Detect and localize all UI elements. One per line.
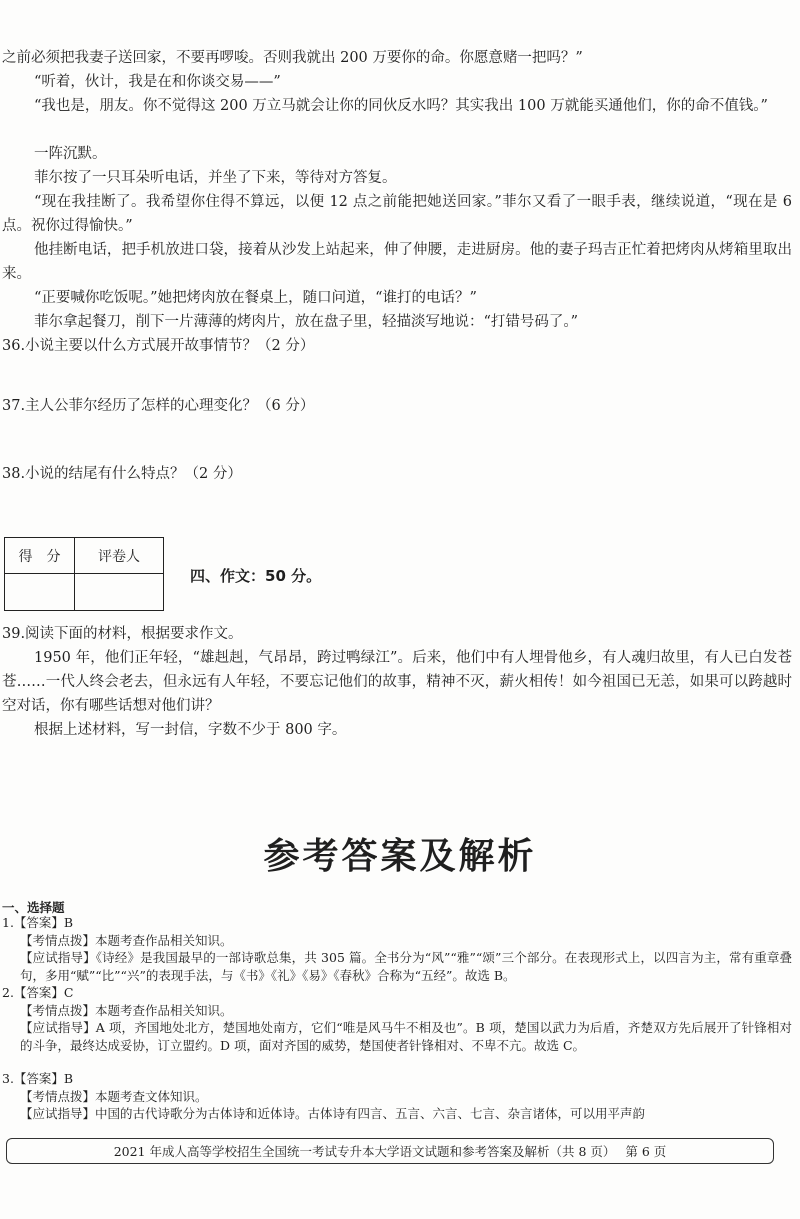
reviewer-label: 评卷人: [75, 538, 163, 574]
answer-heading: 参考答案及解析: [263, 836, 537, 877]
score-table: [4, 537, 164, 611]
score-label: 得 分: [5, 538, 75, 574]
answer-2-guide: 【应试指导】A 项，齐国地处北方，楚国地处南方，它们“唯是风马牛不相及也”。B 项，楚国以武力为后盾，齐楚双方先后展开了针锋相对的斗争，最终达成妥协，订立盟约。D 项，面对齐国的威势，楚国使者针锋相对、不卑不亢。故选 C。: [20, 1020, 792, 1053]
answer-1: [2, 914, 792, 984]
answer-3: [2, 1070, 792, 1123]
question-37: 37.主人公菲尔经历了怎样的心理变化？（6 分）: [2, 398, 315, 414]
story-paragraph-7: 他挂断电话，把手机放进口袋，接着从沙发上站起来，伸了伸腰，走进厨房。他的妻子玛吉正忙着把烤肉从烤箱里取出来。: [2, 242, 792, 282]
answer-2: [2, 984, 792, 1054]
question-39: 39.阅读下面的材料，根据要求作文。: [2, 626, 243, 642]
footer-text: 2021 年成人高等学校招生全国统一考试专升本大学语文试题和参考答案及解析（共 8 页）: [113, 1144, 616, 1159]
section-4-title: 四、作文：50 分。: [190, 567, 322, 585]
essay-material: 1950 年，他们正年轻，“雄赳赳，气昂昂，跨过鸭绿江”。后来，他们中有人埋骨他乡，有人魂归故里，有人已白发苍苍……一代人终会老去，但永远有人年轻，不要忘记他们的故事，精神不灭，薪火相传！如今祖国已无恙，如果可以跨越时空对话，你有哪些话想对他们讲？: [2, 650, 792, 714]
answer-section-title: 一、选择题: [2, 900, 65, 915]
question-36: 36.小说主要以什么方式展开故事情节？（2 分）: [2, 338, 315, 354]
answer-3-point: 【考情点拨】本题考查文体知识。: [20, 1088, 208, 1104]
answer-3-label: 3.【答案】B: [2, 1071, 74, 1086]
answer-1-label: 1.【答案】B: [2, 915, 74, 930]
footer-page-number: 第 6 页: [625, 1144, 667, 1159]
story-paragraph-4: 一阵沉默。: [34, 146, 107, 162]
answer-1-guide: 【应试指导】《诗经》是我国最早的一部诗歌总集，共 305 篇。全书分为“风”“雅”“颂”三个部分。在表现形式上，以四言为主，常有重章叠句，多用“赋”“比”“兴”的表现手法，与《书》《礼》《易》《春秋》合称为“五经”。故选 B。: [20, 950, 792, 983]
reviewer-cell: [75, 574, 163, 610]
score-cell: [5, 574, 75, 610]
essay-requirement: 根据上述材料，写一封信，字数不少于 800 字。: [34, 722, 347, 738]
story-paragraph-6: “现在我挂断了。我希望你住得不算远，以便 12 点之前能把她送回家。”菲尔又看了一眼手表，继续说道，“现在是 6 点。祝你过得愉快。”: [2, 194, 792, 234]
story-paragraph-5: 菲尔按了一只耳朵听电话，并坐了下来，等待对方答复。: [34, 170, 397, 186]
page-footer: [6, 1138, 774, 1164]
answer-1-point: 【考情点拨】本题考查作品相关知识。: [20, 932, 233, 948]
answer-2-point: 【考情点拨】本题考查作品相关知识。: [20, 1002, 233, 1018]
story-paragraph-2: “听着，伙计，我是在和你谈交易——”: [34, 74, 281, 90]
story-paragraph-1: 之前必须把我妻子送回家，不要再啰唆。否则我就出 200 万要你的命。你愿意赌一把吗？”: [2, 50, 583, 66]
question-38: 38.小说的结尾有什么特点？（2 分）: [2, 466, 242, 482]
story-paragraph-3: “我也是，朋友。你不觉得这 200 万立马就会让你的同伙反水吗？其实我出 100 万就能买通他们，你的命不值钱。”: [34, 98, 768, 114]
answer-3-guide: 【应试指导】中国的古代诗歌分为古体诗和近体诗。古体诗有四言、五言、六言、七言、杂言诸体，可以用平声韵: [20, 1106, 646, 1121]
story-paragraph-9: 菲尔拿起餐刀，削下一片薄薄的烤肉片，放在盘子里，轻描淡写地说：“打错号码了。”: [34, 314, 579, 330]
answer-2-label: 2.【答案】C: [2, 985, 74, 1000]
story-paragraph-8: “正要喊你吃饭呢。”她把烤肉放在餐桌上，随口问道，“谁打的电话？”: [34, 290, 477, 306]
